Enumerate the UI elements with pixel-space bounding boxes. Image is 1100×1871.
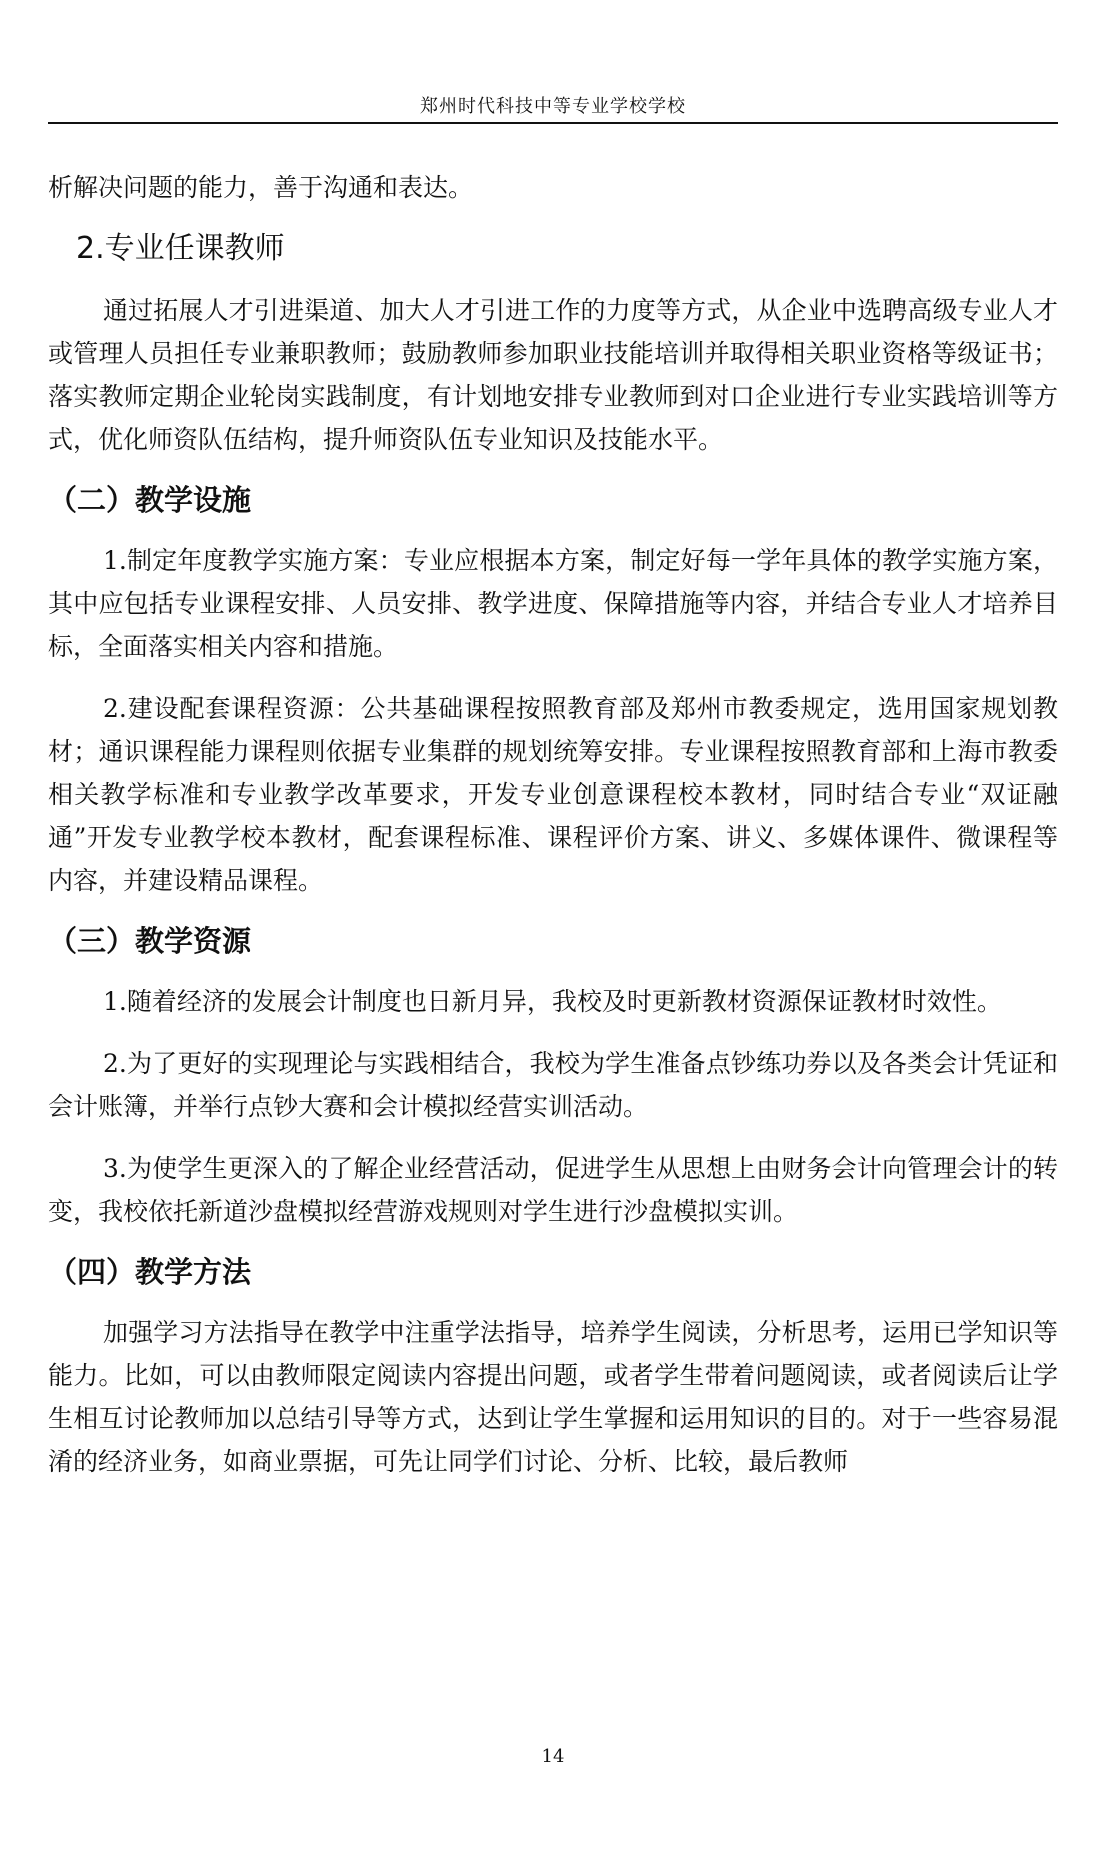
page-number: 14 [541, 1746, 565, 1767]
paragraph-teachers: 通过拓展人才引进渠道、加大人才引进工作的力度等方式，从企业中选聘高级专业人才或管理人员担任专业兼职教师；鼓励教师参加职业技能培训并取得相关职业资格等级证书；落实教师定期企业轮岗实践制度，有计划地安排专业教师到对口企业进行专业实践培训等方式，优化师资队伍结构，提升师资队伍专业知识及技能水平。 [48, 296, 1058, 454]
heading-subject-teachers: 2.专业任课教师 [76, 231, 285, 266]
paragraph-facilities-1: 1.制定年度教学实施方案：专业应根据本方案，制定好每一学年具体的教学实施方案，其中应包括专业课程安排、人员安排、教学进度、保障措施等内容，并结合专业人才培养目标，全面落实相关内容和措施。 [48, 546, 1058, 661]
page-header: 郑州时代科技中等专业学校学校 [420, 96, 686, 117]
paragraph-resources-2: 2.为了更好的实现理论与实践相结合，我校为学生准备点钞练功券以及各类会计凭证和会计账簿，并举行点钞大赛和会计模拟经营实训活动。 [48, 1049, 1058, 1121]
paragraph-facilities-2: 2.建设配套课程资源：公共基础课程按照教育部及郑州市教委规定，选用国家规划教材；通识课程能力课程则依据专业集群的规划统筹安排。专业课程按照教育部和上海市教委相关教学标准和专业教学改革要求，开发专业创意课程校本教材，同时结合专业“双证融通”开发专业教学校本教材，配套课程标准、课程评价方案、讲义、多媒体课件、微课程等内容，并建设精品课程。 [48, 694, 1058, 895]
paragraph-resources-3: 3.为使学生更深入的了解企业经营活动，促进学生从思想上由财务会计向管理会计的转变，我校依托新道沙盘模拟经营游戏规则对学生进行沙盘模拟实训。 [48, 1154, 1058, 1226]
header-rule [48, 122, 1058, 124]
paragraph-resources-1: 1.随着经济的发展会计制度也日新月异，我校及时更新教材资源保证教材时效性。 [103, 987, 1002, 1016]
paragraph-methods: 加强学习方法指导在教学中注重学法指导，培养学生阅读，分析思考，运用已学知识等能力。比如，可以由教师限定阅读内容提出问题，或者学生带着问题阅读，或者阅读后让学生相互讨论教师加以总结引导等方式，达到让学生掌握和运用知识的目的。对于一些容易混淆的经济业务，如商业票据，可先让同学们讨论、分析、比较，最后教师 [48, 1318, 1058, 1476]
heading-teaching-resources: （三）教学资源 [48, 924, 252, 958]
heading-teaching-facilities: （二）教学设施 [48, 483, 252, 517]
heading-teaching-methods: （四）教学方法 [48, 1255, 252, 1289]
page-body [48, 166, 1058, 1483]
paragraph-continued: 析解决问题的能力，善于沟通和表达。 [48, 173, 474, 202]
